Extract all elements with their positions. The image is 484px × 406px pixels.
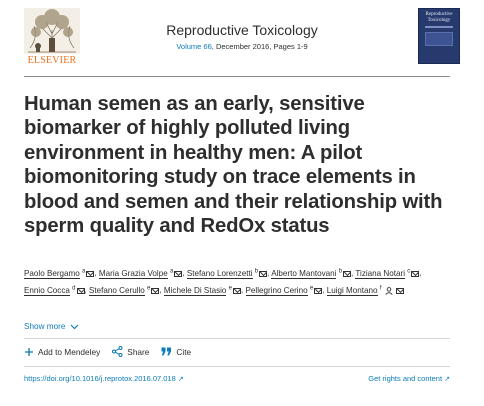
cite-button[interactable] — [161, 347, 191, 357]
author-entry[interactable] — [24, 286, 85, 295]
mail-icon[interactable] — [77, 288, 85, 294]
affiliation-marker[interactable]: e — [228, 285, 233, 292]
author-entry[interactable] — [24, 269, 94, 278]
affiliation-marker[interactable]: e — [147, 285, 151, 292]
article-title: Human semen as an early, sensitive biomarker of highly polluted living environment in healthy men: A pilot biomonitoring study on trace elements in blood and semen and their relationship with sperm quality and RedOx status — [24, 93, 443, 238]
author-name[interactable]: Pellegrino Cerino — [245, 285, 308, 295]
elsevier-logo[interactable] — [24, 8, 80, 68]
author-entry[interactable] — [89, 286, 159, 295]
author-entry[interactable] — [327, 286, 404, 295]
plus-icon — [24, 347, 34, 357]
chevron-down-icon — [70, 324, 79, 330]
footer-divider — [24, 366, 450, 367]
mail-icon[interactable] — [396, 288, 404, 294]
doi-link[interactable] — [24, 374, 184, 383]
affiliation-marker[interactable]: f — [379, 285, 382, 292]
mail-icon[interactable] — [151, 288, 159, 294]
author-entry[interactable] — [187, 269, 267, 278]
author-name[interactable]: Luigi Montano — [326, 285, 378, 295]
rights-text: Get rights and content — [368, 374, 443, 383]
affiliation-marker[interactable]: d — [72, 285, 76, 292]
cover-rule — [425, 26, 453, 28]
journal-title[interactable]: Reproductive Toxicology — [166, 22, 318, 38]
author-name[interactable]: Stefano Cerullo — [89, 285, 145, 295]
quote-icon — [161, 347, 172, 356]
author-entry[interactable] — [164, 286, 241, 295]
actions-divider — [24, 338, 450, 339]
cite-label: Cite — [176, 346, 192, 357]
volume-link[interactable]: Volume 66 — [176, 42, 212, 51]
article-actions — [24, 346, 191, 357]
share-icon — [112, 346, 123, 357]
author-separator: , — [182, 268, 187, 278]
volume-details: , December 2016, Pages 1-9 — [211, 42, 308, 51]
mail-icon[interactable] — [233, 288, 241, 294]
author-name[interactable]: Stefano Lorenzetti — [186, 268, 253, 278]
mail-icon[interactable] — [86, 271, 94, 277]
author-name[interactable]: Tiziana Notari — [355, 268, 406, 278]
affiliation-marker[interactable]: a — [82, 268, 86, 274]
author-name[interactable]: Michele Di Stasio — [163, 285, 227, 295]
affiliation-marker[interactable]: b — [338, 268, 343, 274]
author-entry[interactable] — [99, 269, 182, 278]
person-icon — [385, 287, 393, 295]
affiliation-marker[interactable]: a — [169, 268, 174, 274]
author-separator: , — [351, 268, 356, 278]
mail-icon[interactable] — [314, 288, 322, 294]
external-link-icon: ↗ — [444, 376, 450, 383]
author-separator: , — [419, 268, 422, 278]
mail-icon[interactable] — [343, 271, 351, 277]
external-link-icon: ↗ — [177, 376, 184, 383]
cover-graphic — [425, 32, 453, 46]
author-separator: , — [267, 268, 272, 278]
author-name[interactable]: Paolo Bergamo — [24, 268, 80, 278]
cover-title: Reproductive Toxicology — [425, 12, 453, 23]
author-separator: , — [94, 268, 99, 278]
author-entry[interactable] — [355, 268, 422, 278]
get-rights-link[interactable] — [368, 374, 450, 383]
add-to-mendeley-button[interactable] — [24, 347, 100, 357]
mail-icon[interactable] — [174, 271, 182, 277]
affiliation-marker[interactable]: c — [407, 268, 411, 274]
author-list — [24, 264, 460, 299]
show-more-button[interactable] — [24, 322, 79, 331]
share-label: Share — [127, 346, 150, 357]
publisher-name: ELSEVIER — [27, 55, 77, 66]
author-entry[interactable] — [246, 286, 323, 295]
doi-text: https://doi.org/10.1016/j.reprotox.2016.07.018 — [24, 374, 176, 383]
author-separator: , — [241, 285, 246, 295]
author-separator: , — [159, 285, 164, 295]
journal-info — [84, 22, 400, 51]
author-separator: , — [322, 285, 327, 295]
affiliation-marker[interactable]: e — [309, 285, 314, 292]
author-separator: , — [84, 285, 89, 295]
author-name[interactable]: Maria Grazia Volpe — [98, 268, 168, 278]
show-more-label: Show more — [24, 322, 66, 331]
share-button[interactable] — [112, 346, 149, 357]
affiliation-marker[interactable]: b — [254, 268, 259, 274]
author-name[interactable]: Ennio Cocca — [24, 285, 70, 295]
journal-cover-thumbnail[interactable] — [418, 8, 460, 64]
author-name[interactable]: Alberto Mantovani — [271, 268, 337, 278]
author-entry[interactable] — [271, 269, 351, 278]
journal-header — [24, 8, 460, 72]
mail-icon[interactable] — [259, 271, 267, 277]
header-divider — [24, 76, 450, 77]
elsevier-tree-icon — [24, 8, 80, 54]
mendeley-label: Add to Mendeley — [38, 346, 101, 357]
mail-icon[interactable] — [411, 268, 422, 278]
journal-volume-line — [84, 42, 400, 51]
